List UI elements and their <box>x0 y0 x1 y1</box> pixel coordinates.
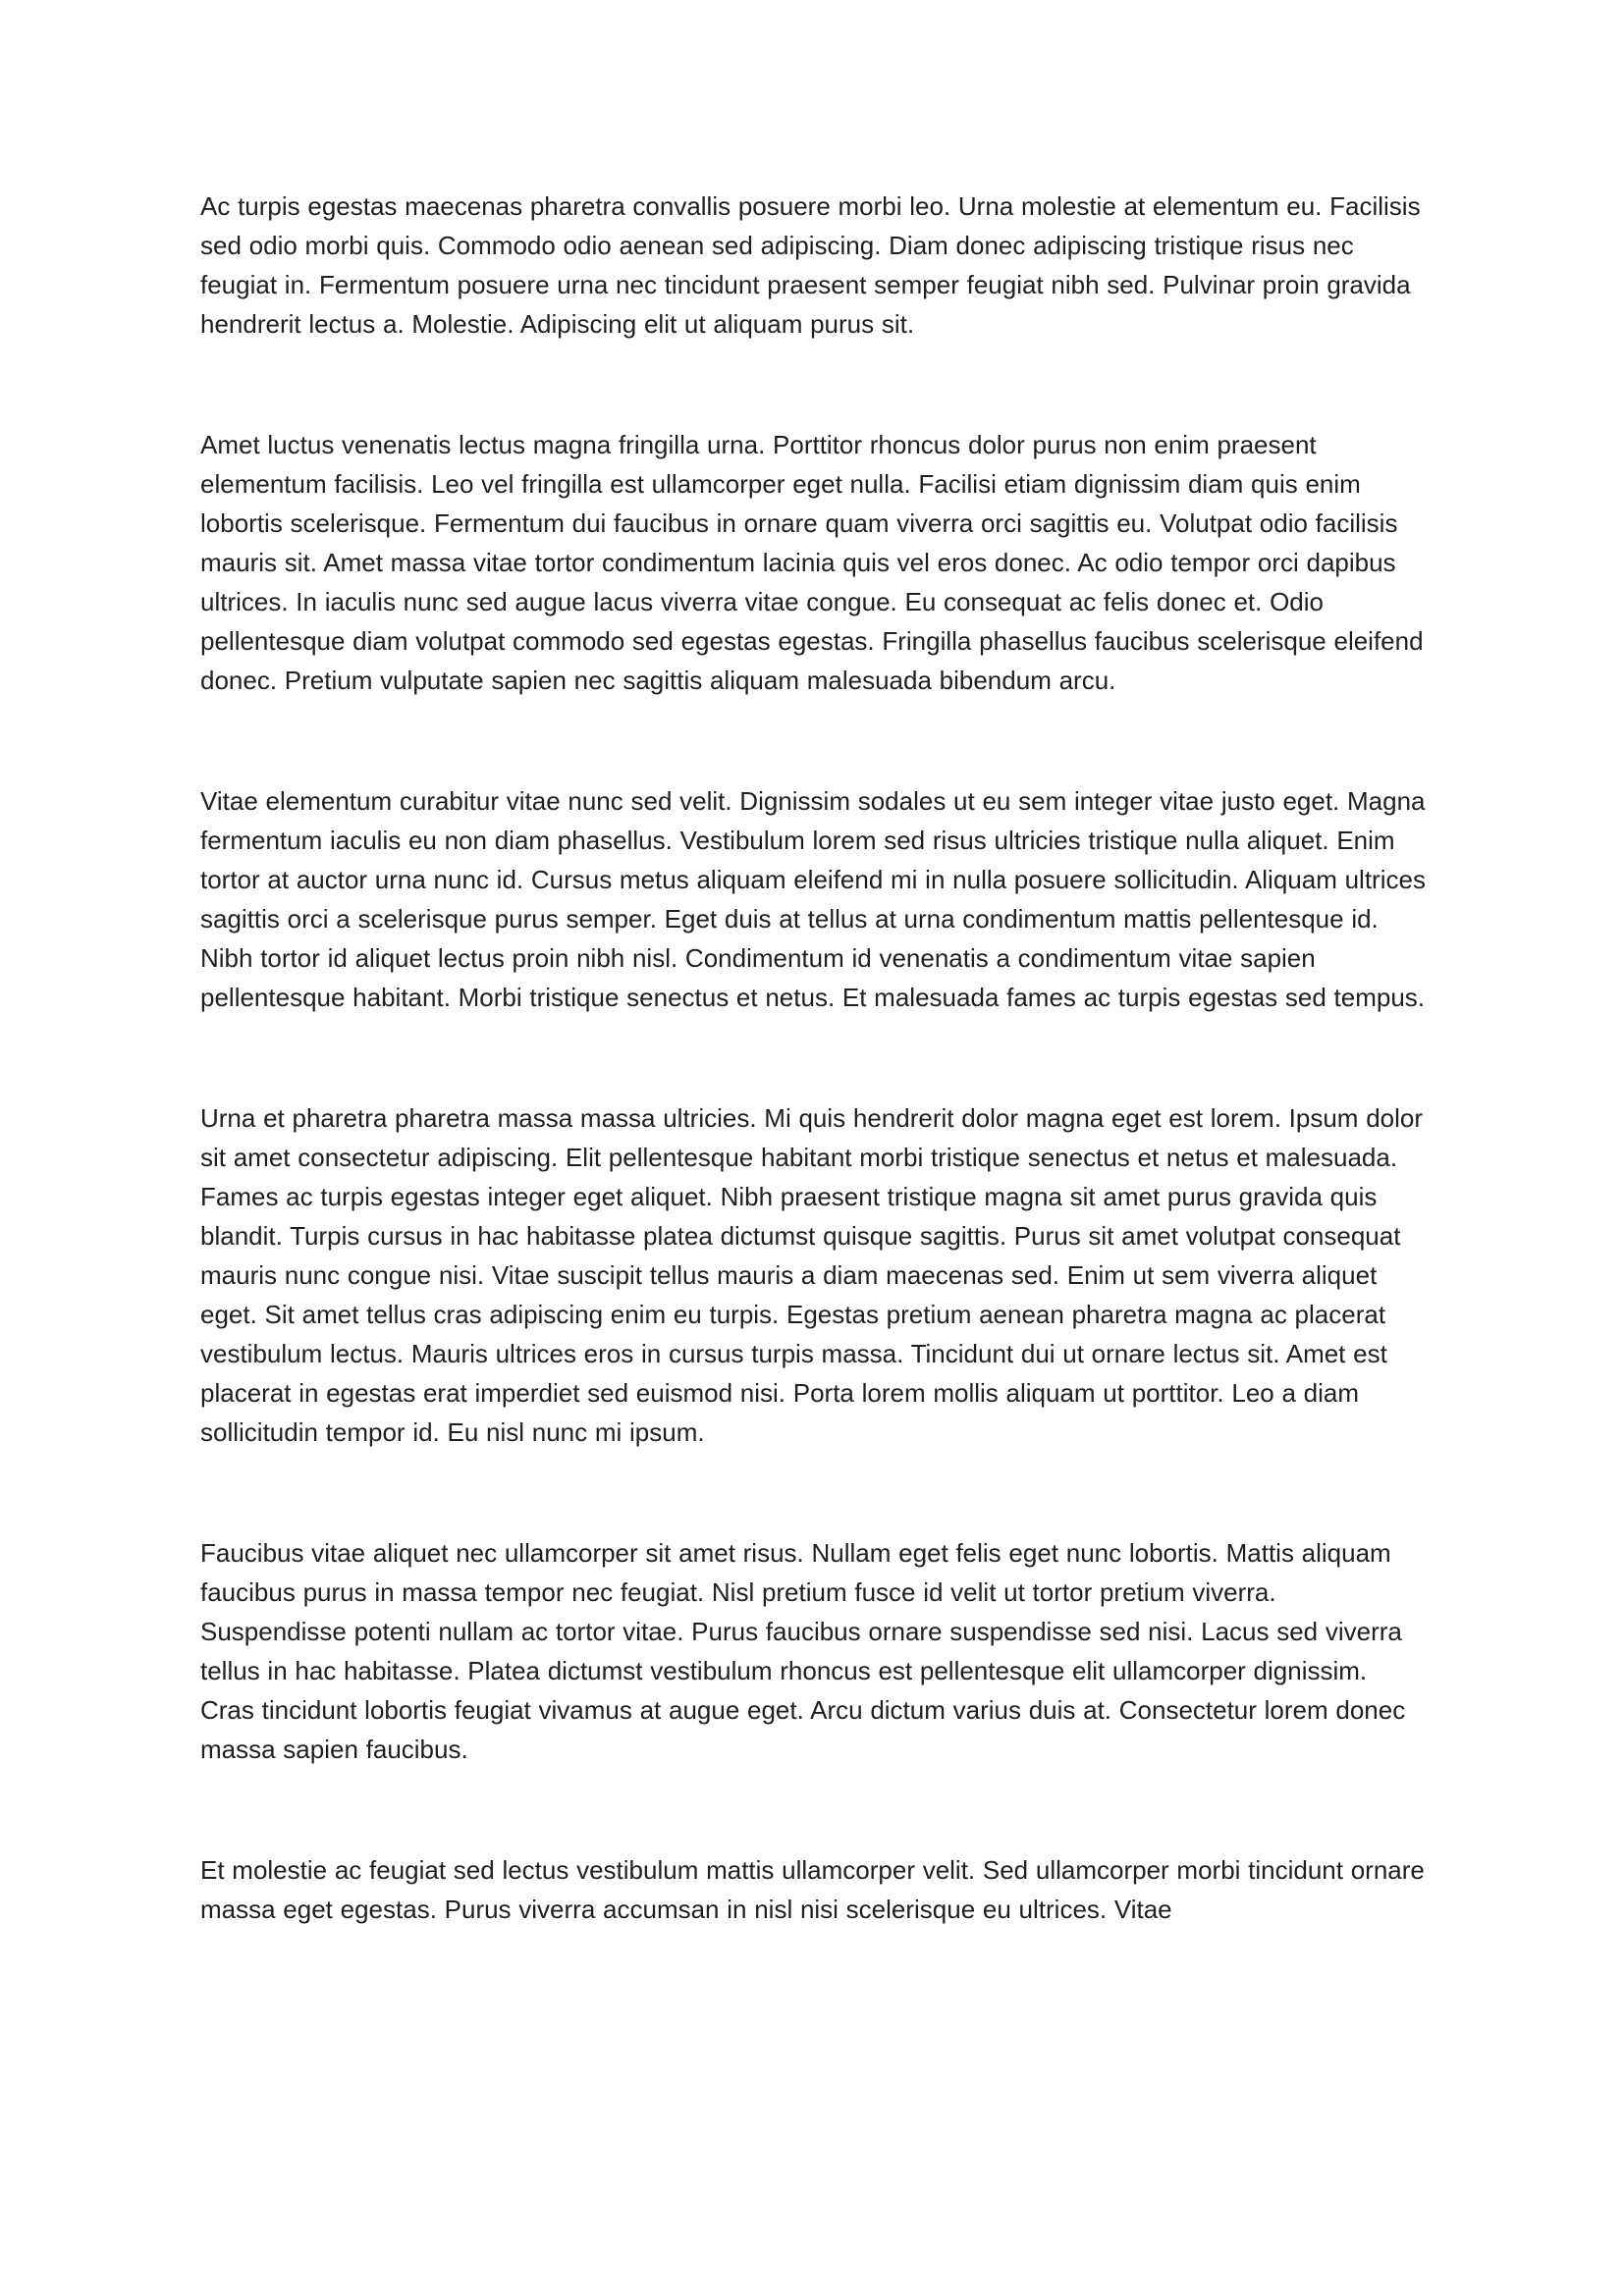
paragraph: Urna et pharetra pharetra massa massa ultricies. Mi quis hendrerit dolor magna eget est lorem. Ipsum dolor sit amet consectetur adipiscing. Elit pellentesque habitant morbi tristique senectus et netus et malesuada. Fames ac turpis egestas integer eget aliquet. Nibh praesent tristique magna sit amet purus gravida quis blandit. Turpis cursus in hac habitasse platea dictumst quisque sagittis. Purus sit amet volutpat consequat mauris nunc congue nisi. Vitae suscipit tellus mauris a diam maecenas sed. Enim ut sem viverra aliquet eget. Sit amet tellus cras adipiscing enim eu turpis. Egestas pretium aenean pharetra magna ac placerat vestibulum lectus. Mauris ultrices eros in cursus turpis massa. Tincidunt dui ut ornare lectus sit. Amet est placerat in egestas erat imperdiet sed euismod nisi. Porta lorem mollis aliquam ut porttitor. Leo a diam sollicitudin tempor id. Eu nisl nunc mi ipsum. <box>200 1103 1424 1447</box>
paragraph: Amet luctus venenatis lectus magna fringilla urna. Porttitor rhoncus dolor purus non enim praesent elementum facilisis. Leo vel fringilla est ullamcorper eget nulla. Facilisi etiam dignissim diam quis enim lobortis scelerisque. Fermentum dui faucibus in ornare quam viverra orci sagittis eu. Volutpat odio facilisis mauris sit. Amet massa vitae tortor condimentum lacinia quis vel eros donec. Ac odio tempor orci dapibus ultrices. In iaculis nunc sed augue lacus viverra vitae congue. Eu consequat ac felis donec et. Odio pellentesque diam volutpat commodo sed egestas egestas. Fringilla phasellus faucibus scelerisque eleifend donec. Pretium vulputate sapien nec sagittis aliquam malesuada bibendum arcu. <box>200 430 1424 695</box>
paragraph: Ac turpis egestas maecenas pharetra convallis posuere morbi leo. Urna molestie at elementum eu. Facilisis sed odio morbi quis. Commodo odio aenean sed adipiscing. Diam donec adipiscing tristique risus nec feugiat in. Fermentum posuere urna nec tincidunt praesent semper feugiat nibh sed. Pulvinar proin gravida hendrerit lectus a. Molestie. Adipiscing elit ut aliquam purus sit. <box>200 191 1421 339</box>
paragraph: Vitae elementum curabitur vitae nunc sed velit. Dignissim sodales ut eu sem integer vitae justo eget. Magna fermentum iaculis eu non diam phasellus. Vestibulum lorem sed risus ultricies tristique nulla aliquet. Enim tortor at auctor urna nunc id. Cursus metus aliquam eleifend mi in nulla posuere sollicitudin. Aliquam ultrices sagittis orci a scelerisque purus semper. Eget duis at tellus at urna condimentum mattis pellentesque id. Nibh tortor id aliquet lectus proin nibh nisl. Condimentum id venenatis a condimentum vitae sapien pellentesque habitant. Morbi tristique senectus et netus. Et malesuada fames ac turpis egestas sed tempus. <box>200 786 1426 1012</box>
paragraph: Faucibus vitae aliquet nec ullamcorper sit amet risus. Nullam eget felis eget nunc lobortis. Mattis aliquam faucibus purus in massa tempor nec feugiat. Nisl pretium fusce id velit ut tortor pretium viverra. Suspendisse potenti nullam ac tortor vitae. Purus faucibus ornare suspendisse sed nisi. Lacus sed viverra tellus in hac habitasse. Platea dictumst vestibulum rhoncus est pellentesque elit ullamcorper dignissim. Cras tincidunt lobortis feugiat vivamus at augue eget. Arcu dictum varius duis at. Consectetur lorem donec massa sapien faucibus. <box>200 1538 1406 1764</box>
paragraph: Et molestie ac feugiat sed lectus vestibulum mattis ullamcorper velit. Sed ullamcorper morbi tincidunt ornare massa eget egestas. Purus viverra accumsan in nisl nisi scelerisque eu ultrices. Vitae <box>200 1855 1425 1924</box>
